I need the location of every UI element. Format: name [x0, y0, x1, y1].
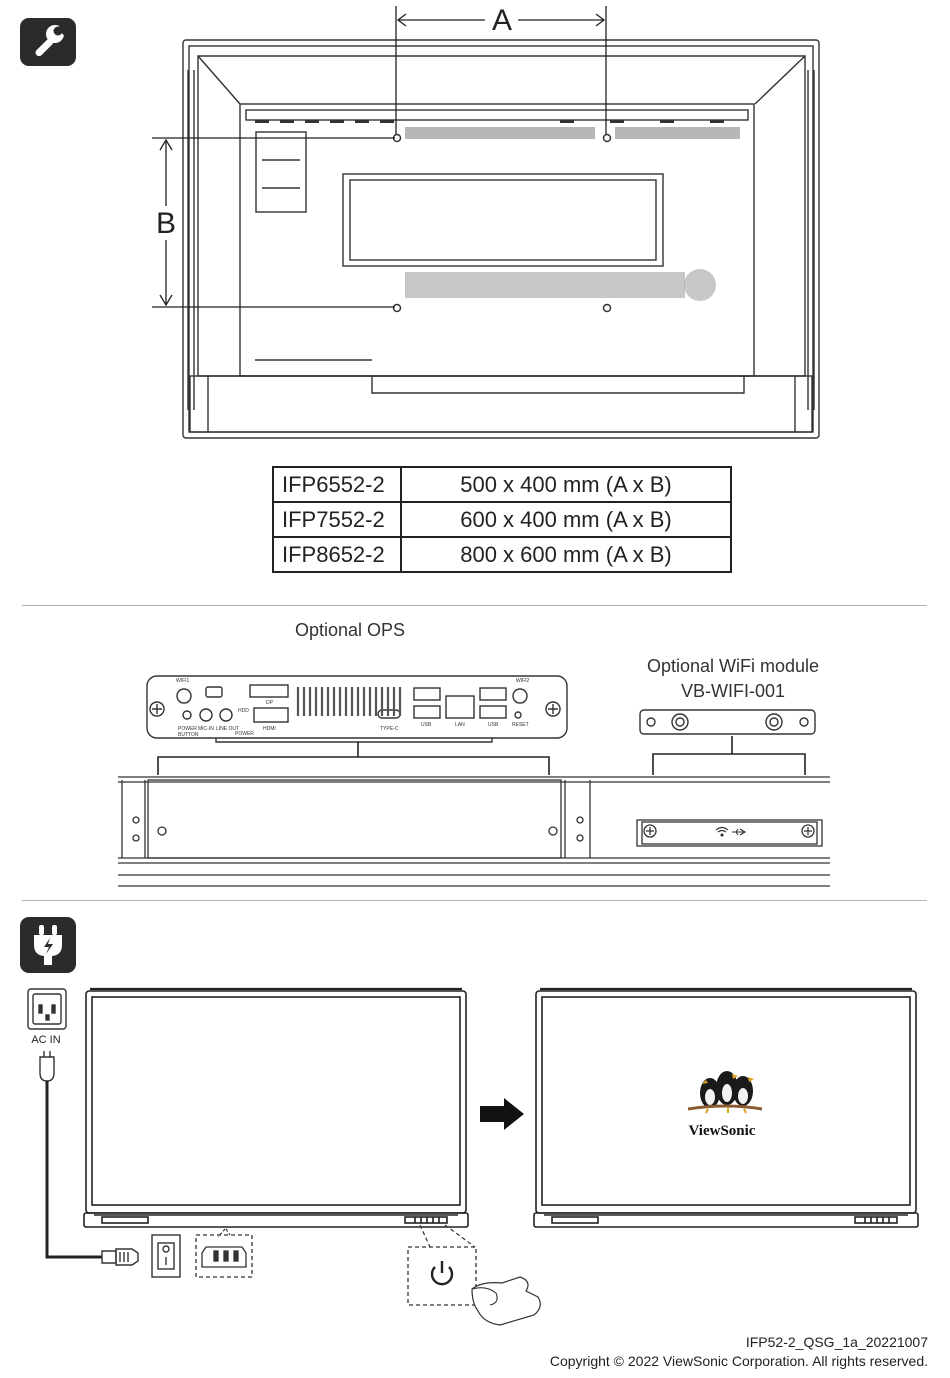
svg-text:POWER: POWER [178, 726, 197, 732]
svg-text:RESET: RESET [512, 722, 529, 728]
brand-logo-text: ViewSonic [688, 1123, 756, 1139]
dimension-cell: 600 x 400 mm (A x B) [401, 502, 731, 537]
svg-text:LINE OUT: LINE OUT [216, 726, 240, 732]
model-cell: IFP8652-2 [273, 537, 401, 572]
svg-text:USB: USB [421, 722, 432, 728]
svg-text:USB: USB [488, 722, 499, 728]
display-on-diagram [530, 985, 930, 1245]
table-row [273, 537, 731, 572]
viewsonic-logo [688, 1071, 762, 1113]
ops-slot-diagram [0, 660, 950, 890]
copyright-text: Copyright © 2022 ViewSonic Corporation. All rights reserved. [549, 1353, 928, 1369]
table-row [273, 502, 731, 537]
wifi-usb-icon [716, 828, 745, 837]
dimension-cell: 800 x 600 mm (A x B) [401, 537, 731, 572]
svg-text:WIFI2: WIFI2 [516, 678, 530, 684]
svg-text:TYPE-C: TYPE-C [380, 726, 399, 732]
svg-text:WIFI1: WIFI1 [176, 678, 190, 684]
rear-panel-diagram [0, 0, 950, 450]
arrow-right-icon [478, 1096, 528, 1132]
svg-text:HDD: HDD [238, 708, 249, 714]
mounting-spec-table [272, 466, 732, 573]
dimension-label-b: B [155, 207, 176, 240]
document-code: IFP52-2_QSG_1a_20221007 [745, 1334, 928, 1350]
section-divider [22, 900, 927, 901]
display-off-diagram [80, 985, 560, 1335]
dimension-cell: 500 x 400 mm (A x B) [401, 467, 731, 502]
model-cell: IFP6552-2 [273, 467, 401, 502]
dimension-label-a: A [491, 4, 512, 37]
hand-pointer-icon [472, 1277, 540, 1325]
svg-text:BUTTON: BUTTON [178, 732, 199, 738]
table-row [273, 467, 731, 502]
svg-text:HDMI: HDMI [263, 726, 276, 732]
power-plug-icon-tile [20, 917, 76, 973]
plug-icon [28, 923, 68, 967]
wifi-module-title: Optional WiFi module [646, 656, 820, 676]
wifi-module-model: VB-WIFI-001 [680, 681, 786, 701]
model-cell: IFP7552-2 [273, 502, 401, 537]
section-divider [22, 605, 927, 606]
svg-text:POWER: POWER [235, 731, 254, 737]
svg-text:DP: DP [266, 700, 273, 706]
ops-title: Optional OPS [294, 620, 406, 640]
svg-text:MIC-IN: MIC-IN [198, 726, 214, 732]
ac-in-label: AC IN [31, 1034, 61, 1046]
power-button-icon [432, 1261, 452, 1284]
svg-text:LAN: LAN [455, 722, 465, 728]
